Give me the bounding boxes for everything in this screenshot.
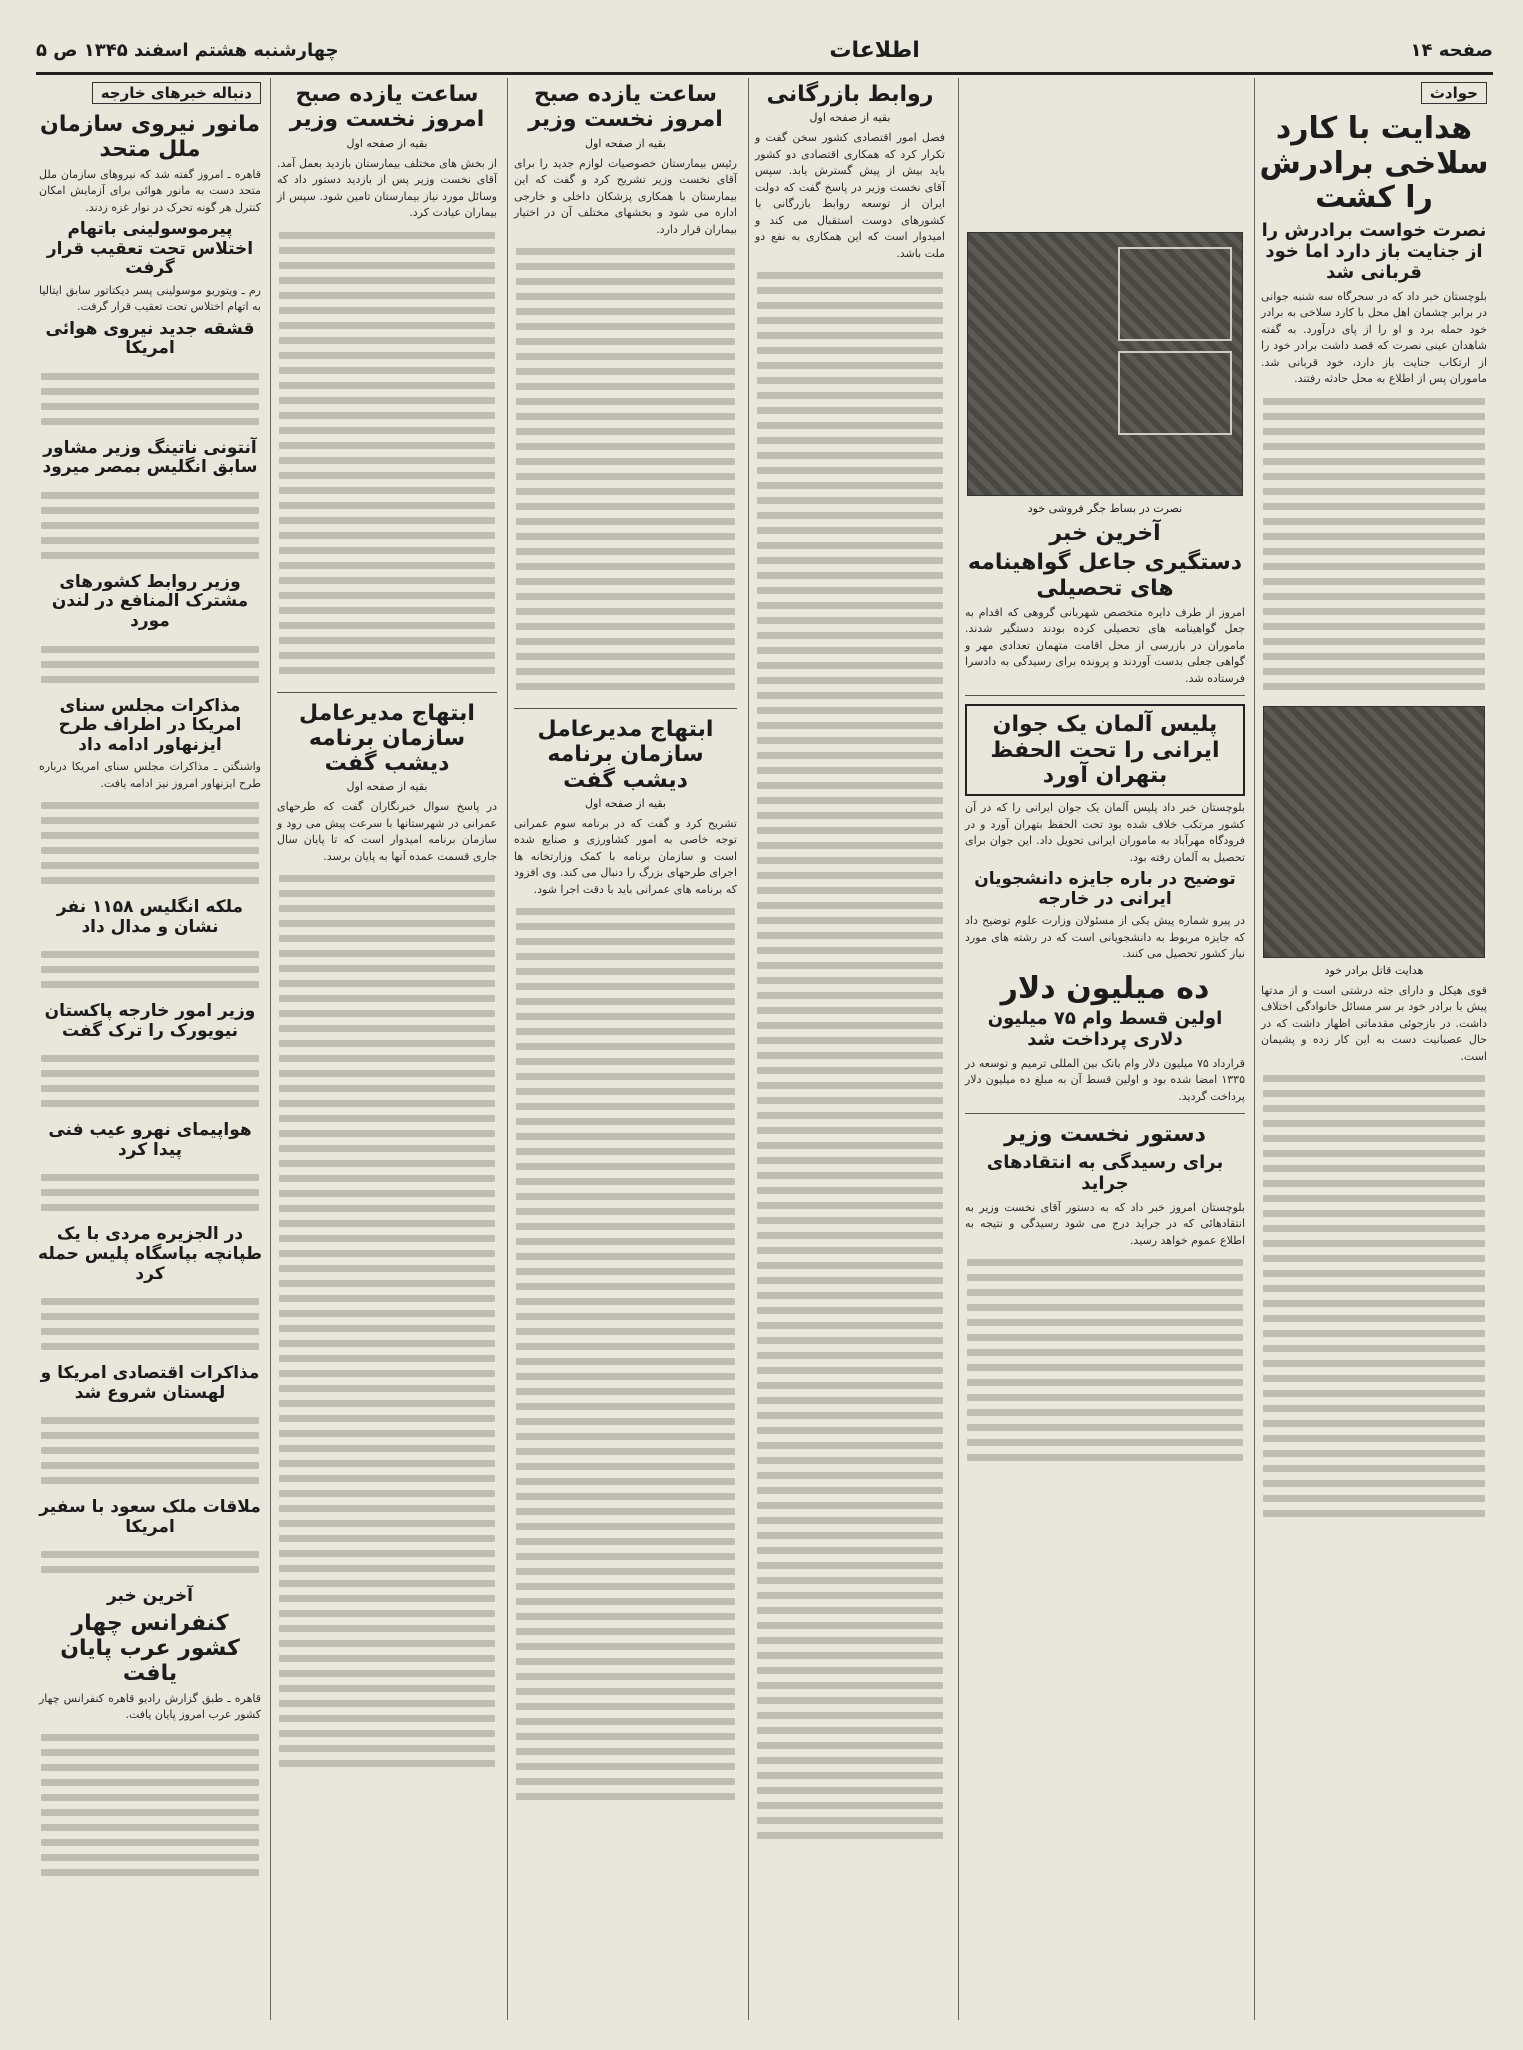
fn-h9: هواپیمای نهرو عیب فنی پیدا کرد xyxy=(48,1120,252,1160)
news3-body: در پیرو شماره پیش یکی از مسئولان وزارت علوم توضیح داد که جایزه مربوط به دانشجویانی است که در رشته های مورد نیاز کشور تحصیل می کنند. xyxy=(965,914,1245,961)
masthead xyxy=(36,28,1493,72)
ebtehaj-body: تشریح کرد و گفت که در برنامه سوم عمرانی توجه خاصی به امور کشاورزی و صنایع شده است و سازمان برنامه با کمک وزارتخانه ها اجرای طرحهای بزرگ را دنبال می کند. وی افزود که برنامه های عمرانی باید با دقت اجرا شود. xyxy=(514,816,737,896)
body-text-lines-2 xyxy=(1255,1065,1493,1527)
pm-visit-body-2: از بخش های مختلف بیمارستان بازدید بعمل آمد. آقای نخست وزیر پس از بازدید دستور داد که وسائل مورد نیاز بیمارستان تامین شود. سپس از بیماران عیادت کرد. xyxy=(277,156,497,220)
foreign-news-label: دنباله خبرهای خارجه xyxy=(92,82,261,104)
fn-lines-1 xyxy=(33,363,267,435)
newspaper-title: اطلاعات xyxy=(829,37,920,63)
pm-body: بلوچستان امروز خبر داد که به دستور آقای نخست وزیر به انتقادهائی که در جراید درج می شود رسیدگی و نتیجه به اطلاع عموم خواهد رسید. xyxy=(965,1200,1245,1247)
fn-lines-11 xyxy=(33,1724,267,1886)
photo-hedayat xyxy=(1263,706,1485,958)
fn-b6: واشنگتن ـ مذاکرات مجلس سنای امریکا درباره طرح ایزنهاور امروز نیز ادامه یافت. xyxy=(39,760,261,790)
fn-b13: قاهره ـ طبق گزارش رادیو قاهره کنفرانس چهار کشور عرب امروز پایان یافت. xyxy=(39,1691,261,1722)
fn-h3: قشقه جدید نیروی هوائی امریکا xyxy=(45,318,255,359)
body-text-lines-6 xyxy=(508,898,743,1810)
money-body: قرارداد ۷۵ میلیون دلار وام بانک بین المللی ترمیم و توسعه در ۱۳۳۵ امضا شده بود و اولین قسط آن به مبلغ ده میلیون دلار پرداخت گردید. xyxy=(965,1056,1245,1103)
fn-lines-5 xyxy=(33,941,267,998)
main-body-cont: قوی هیکل و دارای جثه درشتی است و از مدتها پیش با برادر خود بر سر مسائل خانوادگی اختلاف داشت. در بازجوئی مقدماتی اظهار داشت که در حال عصبانیت دست به این کار زده و پشیمان است. xyxy=(1261,983,1487,1063)
divider xyxy=(277,692,497,693)
fn-lines-8 xyxy=(33,1288,267,1360)
trade-kicker: بقیه از صفحه اول xyxy=(809,111,891,125)
fn-lines-2 xyxy=(33,482,267,569)
column-trade xyxy=(748,78,951,2020)
pm-subhead: برای رسیدگی به انتقادهای جراید xyxy=(986,1151,1224,1194)
section-label: حوادث xyxy=(1421,82,1487,104)
body-text-lines-7 xyxy=(271,222,503,684)
photo-caption-nosrat: نصرت در بساط جگر فروشی خود xyxy=(1027,502,1183,515)
photo-caption-hedayat: هدایت قاتل برادر خود xyxy=(1324,963,1424,977)
main-headline: هدایت با کارد سلاخی برادرش را کشت xyxy=(1259,111,1489,215)
fn-h11: مذاکرات اقتصادی امریکا و لهستان شروع شد xyxy=(40,1363,260,1403)
main-body: بلوچستان خبر داد که در سحرگاه سه شنبه جوانی در برابر چشمان اهل محل با کارد سلاخی به برادر خود حمله برد و او را از پای درآورد. به گفته شاهدان عینی نصرت که قصد داشت برادر خود را از ارتکاب جنایت باز دارد، خود قربانی شد. ماموران پس از اطلاع به محل حادثه رفتند. xyxy=(1261,289,1487,385)
headline-spacer xyxy=(959,78,1251,226)
body-text-lines xyxy=(1255,388,1493,700)
money-subhead: اولین قسط وام ۷۵ میلیون دلاری پرداخت شد xyxy=(987,1007,1223,1050)
pm-visit-headline: ساعت یازده صبح امروز نخست وزیر xyxy=(528,82,723,133)
money-headline: ده میلیون دلار xyxy=(1000,970,1210,1006)
trade-body: فصل امور اقتصادی کشور سخن گفت و تکرار کرد که همکاری اقتصادی دو کشور باید بیش از پیش گسترش یابد. سپس آقای نخست وزیر در پاسخ گفت که دولت ایران از توسعه روابط بازرگانی با کشورهای دوست استقبال می کند و امیدوار است که این همکاری به نفع دو ملت باشد. xyxy=(755,131,945,260)
body-text-lines-5 xyxy=(508,238,743,700)
column-pm-visit-cont xyxy=(270,78,503,2020)
column-accidents xyxy=(1254,78,1493,2020)
fn-lines-6 xyxy=(33,1045,267,1117)
body-text-lines-3 xyxy=(959,1249,1251,1471)
fn-h13: کنفرانس چهار کشور عرب پایان یافت xyxy=(60,1610,240,1687)
fn-lines-3 xyxy=(33,636,267,693)
trade-headline: روابط بازرگانی xyxy=(766,82,934,107)
news2-box xyxy=(965,704,1245,796)
issue-date: چهارشنبه هشتم اسفند ۱۳۴۵ ص ۵ xyxy=(36,39,339,61)
last-news-label: آخرین خبر xyxy=(1049,521,1161,546)
fn-lines-10 xyxy=(33,1541,267,1583)
fn-h4: آنتونی ناتینگ وزیر مشاور سابق انگلیس بمصر میرود xyxy=(42,437,258,478)
news2-headline: پلیس آلمان یک جوان ایرانی را تحت الحفظ بتهران آورد xyxy=(990,712,1220,788)
pm-visit-headline-2: ساعت یازده صبح امروز نخست وزیر xyxy=(289,82,485,133)
photo-nosrat xyxy=(967,232,1243,496)
fn-h6: مذاکرات مجلس سنای امریکا در اطراف طرح ایزنهاور ادامه داد xyxy=(58,695,242,755)
pm-headline: دستور نخست وزیر xyxy=(1004,1122,1206,1148)
ebtehaj-kicker: بقیه از صفحه اول xyxy=(585,796,666,810)
pm-visit-kicker: بقیه از صفحه اول xyxy=(585,136,666,150)
main-subhead: نصرت خواست برادرش را از جنایت باز دارد اما خود قربانی شد xyxy=(1261,219,1487,283)
ebtehaj-kicker-2: بقیه از صفحه اول xyxy=(346,780,428,794)
news1-headline: دستگیری جاعل گواهینامه های تحصیلی xyxy=(967,550,1243,601)
pm-visit-kicker-2: بقیه از صفحه اول xyxy=(346,136,428,150)
body-text-lines-8 xyxy=(271,865,503,1777)
divider xyxy=(965,1113,1245,1114)
fn-lines-9 xyxy=(33,1407,267,1494)
fn-b1: قاهره ـ امروز گفته شد که نیروهای سازمان ملل متحد دست به مانور هوائی برای آزمایش امکان کنترل هر گونه تحرک در نوار غزه زدند. xyxy=(39,167,261,214)
masthead-rule xyxy=(36,72,1493,75)
fn-lines-4 xyxy=(33,792,267,894)
fn-h5: وزیر روابط کشورهای مشترک المنافع در لندن مورد xyxy=(51,571,249,632)
pm-visit-body: رئیس بیمارستان خصوصیات لوازم جدید را برای آقای نخست وزیر تشریح کرد و گفت که این بیمارستان با همکاری پزشکان داخلی و خارجی اداره می شود و بخشهای مختلف آن در اختیار بیماران قرار دارد. xyxy=(514,156,737,236)
divider xyxy=(514,708,737,709)
ebtehaj-body-2: در پاسخ سوال خبرنگاران گفت که طرحهای عمرانی در شهرستانها با سرعت پیش می رود و سازمان برنامه امیدوار است که تا پایان سال جاری قسمت عمده آنها به پایان برسد. xyxy=(277,800,497,863)
news2-body: بلوچستان خبر داد پلیس آلمان یک جوان ایرانی را که در آن کشور مرتکب خلاف شده بود تحت الحفظ بتهران آورد و در فرودگاه مهرآباد به ماموران ایرانی تحویل داد. این جوان برای تحصیل به آلمان رفته بود. xyxy=(965,801,1245,864)
fn-h8: وزیر امور خارجه پاکستان نیویورک را ترک گفت xyxy=(44,1001,256,1041)
ebtehaj-headline-2: ابتهاج مدیرعامل سازمان برنامه دیشب گفت xyxy=(299,700,475,777)
news1-body: امروز از طرف دایره متخصص شهربانی گروهی که اقدام به جعل گواهینامه های تحصیلی کرده بودند دستگیر شدند. ماموران در بازرسی از محل اقامت متهمان تعدادی مهر و گواهی جعلی بدست آوردند و پرونده برای رسیدگی به دادسرا فرستاده شد. xyxy=(965,605,1245,685)
news3-headline: توضیح در باره جایزه دانشجویان ایرانی در خارجه xyxy=(974,869,1236,909)
fn-h2: پیرموسولینی باتهام اختلاس تحت تعقیب قرار گرفت xyxy=(46,219,254,279)
divider xyxy=(965,695,1245,696)
column-foreign-news xyxy=(33,78,267,2020)
page-number: صفحه ۱۴ xyxy=(1410,39,1493,61)
body-text-lines-4 xyxy=(749,262,951,1849)
fn-b2: رم ـ ویتوریو موسولینی پسر دیکتاتور سابق ایتالیا به اتهام اختلاس تحت تعقیب قرار گرفت. xyxy=(39,283,261,314)
fn-h10: در الجزیره مردی با یک طپانچه بپاسگاه پلیس حمله کرد xyxy=(38,1224,262,1284)
ebtehaj-headline: ابتهاج مدیرعامل سازمان برنامه دیشب گفت xyxy=(537,717,714,793)
fn-lines-7 xyxy=(33,1164,267,1221)
fn-last-label: آخرین خبر xyxy=(106,1586,194,1607)
fn-h12: ملاقات ملک سعود با سفیر امریکا xyxy=(39,1497,261,1537)
column-main-story xyxy=(958,78,1251,2020)
column-pm-visit xyxy=(507,78,743,2020)
fn-h7: ملکه انگلیس ۱۱۵۸ نفر نشان و مدال داد xyxy=(56,897,244,937)
fn-h1: مانور نیروی سازمان ملل متحد xyxy=(40,112,260,163)
